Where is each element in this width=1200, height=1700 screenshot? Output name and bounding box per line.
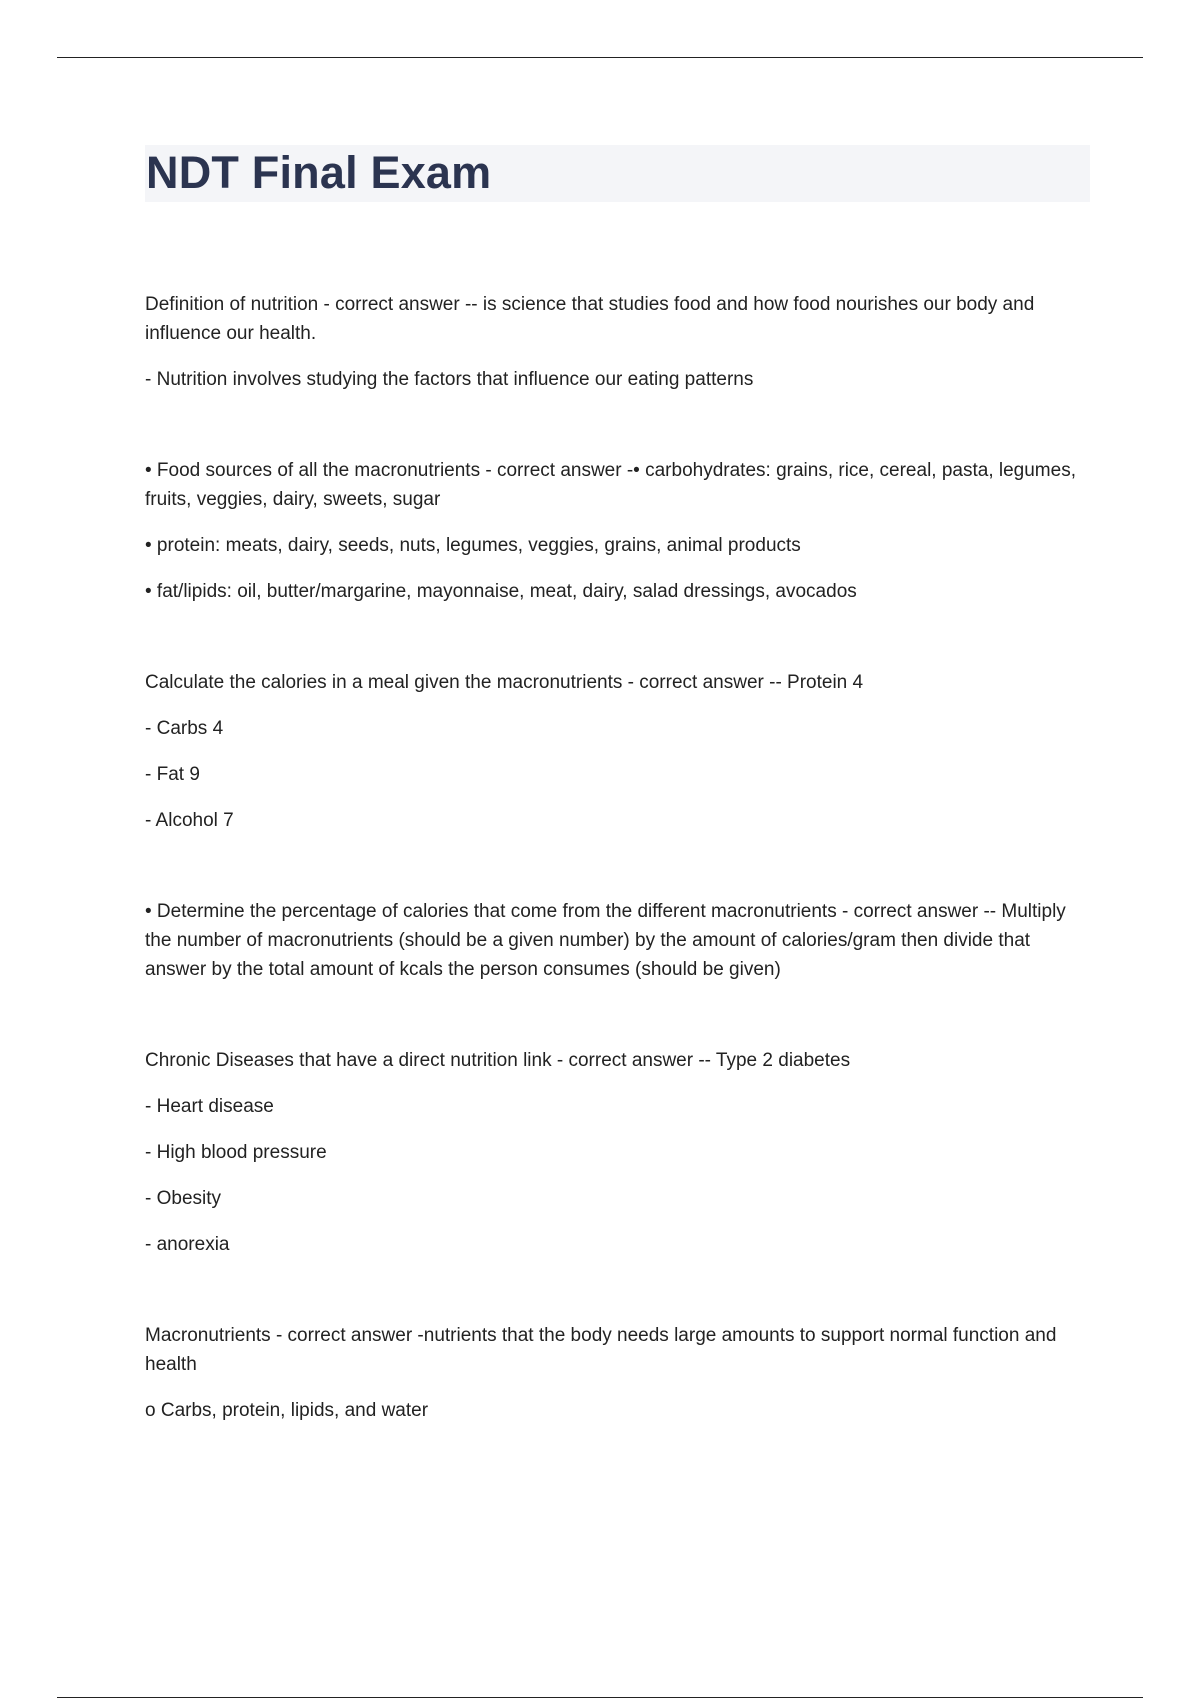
qa-line: • protein: meats, dairy, seeds, nuts, legumes, veggies, grains, animal products <box>145 535 801 556</box>
qa-item-macronutrients <box>145 1321 1090 1425</box>
section-gap <box>145 411 1090 456</box>
qa-item-chronic-diseases <box>145 1046 1090 1259</box>
qa-line: - High blood pressure <box>145 1142 327 1163</box>
document-body <box>145 290 1090 1442</box>
qa-line: - Obesity <box>145 1188 222 1209</box>
page-title: NDT Final Exam <box>146 147 492 198</box>
section-gap <box>145 1276 1090 1321</box>
qa-line: • Food sources of all the macronutrients - correct answer -• carbohydrates: grains, rice, cereal, pasta, legumes, fruits, veggies, dairy, sweets, sugar <box>145 460 1076 510</box>
qa-item-nutrition-definition <box>145 290 1090 394</box>
qa-line: Calculate the calories in a meal given the macronutrients - correct answer -- Protein 4 <box>145 672 864 693</box>
qa-line: • Determine the percentage of calories that come from the different macronutrients - correct answer -- Multiply the number of macronutrients (should be a given number) by the amount of calories/gram then divide that answer by the total amount of kcals the person consumes (should be given) <box>145 901 1066 980</box>
qa-line: Definition of nutrition - correct answer -- is science that studies food and how food nourishes our body and influence our health. <box>145 294 1035 344</box>
qa-item-macronutrient-sources <box>145 456 1090 606</box>
qa-line: - Nutrition involves studying the factors that influence our eating patterns <box>145 369 754 390</box>
qa-line: - Alcohol 7 <box>145 810 234 831</box>
header-rule <box>57 57 1143 58</box>
qa-item-calorie-percentage <box>145 897 1090 984</box>
qa-line: • fat/lipids: oil, butter/margarine, mayonnaise, meat, dairy, salad dressings, avocados <box>145 581 857 602</box>
section-gap <box>145 623 1090 668</box>
qa-line: Macronutrients - correct answer -nutrients that the body needs large amounts to support normal function and health <box>145 1325 1057 1375</box>
qa-line: - Fat 9 <box>145 764 200 785</box>
qa-item-calorie-calculation <box>145 668 1090 835</box>
footer-rule <box>57 1697 1143 1698</box>
qa-line: - anorexia <box>145 1234 230 1255</box>
section-gap <box>145 852 1090 897</box>
section-gap <box>145 1001 1090 1046</box>
qa-line: - Carbs 4 <box>145 718 224 739</box>
qa-line: o Carbs, protein, lipids, and water <box>145 1400 429 1421</box>
qa-line: - Heart disease <box>145 1096 274 1117</box>
qa-line: Chronic Diseases that have a direct nutrition link - correct answer -- Type 2 diabetes <box>145 1050 851 1071</box>
